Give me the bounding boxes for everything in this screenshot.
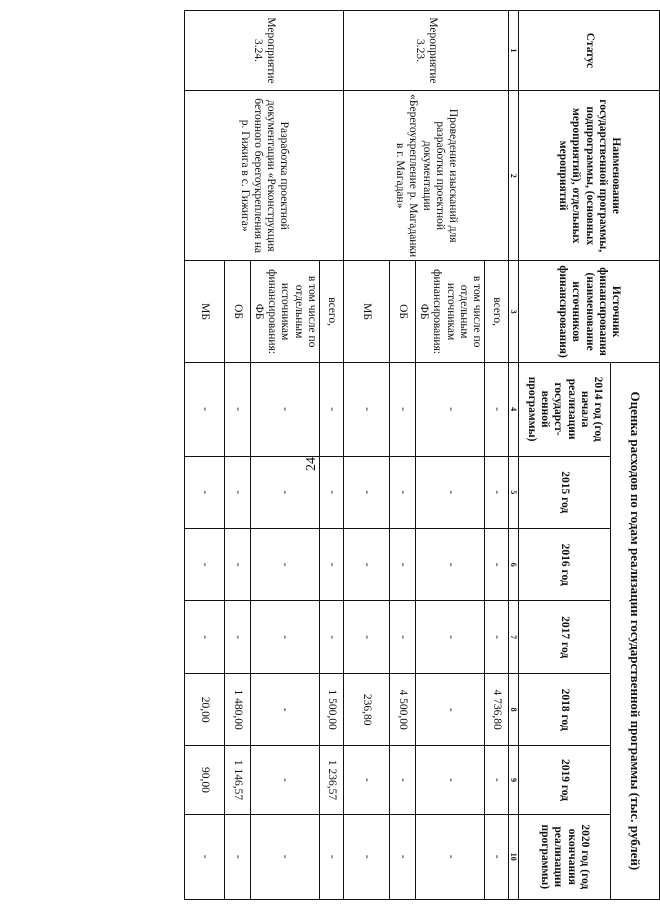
row-status: Мероприятие 3.23. [343, 11, 508, 91]
cell-value: 1 500,00 [319, 673, 343, 745]
column-number: 7 [509, 601, 519, 673]
header-year-2016: 2016 год [519, 528, 611, 600]
cell-value: - [389, 362, 415, 456]
table-row [485, 11, 509, 900]
column-number: 3 [509, 261, 519, 362]
cell-value: - [224, 456, 250, 528]
cell-value: - [250, 456, 319, 528]
cell-value: - [250, 528, 319, 600]
header-year-2019: 2019 год [519, 746, 611, 814]
cell-value: - [343, 362, 389, 456]
column-number: 2 [509, 90, 519, 261]
cell-value: - [343, 528, 389, 600]
cell-value: 4 736,80 [485, 673, 509, 745]
cell-value: - [319, 601, 343, 673]
cell-value: 1 480,00 [224, 673, 250, 745]
row-name: Разработка проектной документации «Реконструкция бетонного берегоукрепления на р. Гижига в с. Гижига» [184, 90, 343, 261]
budget-table [184, 10, 660, 900]
cell-value: - [343, 814, 389, 899]
cell-value: 90,00 [184, 746, 224, 814]
column-number: 6 [509, 528, 519, 600]
cell-value: - [389, 528, 415, 600]
cell-value: - [319, 362, 343, 456]
row-source: ОБ [389, 261, 415, 362]
row-source: всего, [319, 261, 343, 362]
column-number: 1 [509, 11, 519, 91]
header-name: Наименование государственной программы, подпрограммы, (основных мероприятий), отдельных мероприятий [519, 90, 660, 261]
header-year-2015: 2015 год [519, 456, 611, 528]
cell-value: - [415, 673, 484, 745]
cell-value: - [415, 362, 484, 456]
row-source: МБ [343, 261, 389, 362]
column-number: 10 [509, 814, 519, 899]
row-status: Мероприятие 3.24. [184, 11, 343, 91]
cell-value: - [250, 362, 319, 456]
cell-value: - [415, 814, 484, 899]
cell-value: - [343, 601, 389, 673]
cell-value: - [389, 456, 415, 528]
cell-value: 1 146,57 [224, 746, 250, 814]
table-row [319, 11, 343, 900]
row-source: ОБ [224, 261, 250, 362]
row-name: Проведение изысканий для разработки проектной документации «Берегоукрепление р. Магаданки в г. Магадан» [343, 90, 508, 261]
cell-value: - [415, 601, 484, 673]
cell-value: - [250, 673, 319, 745]
cell-value: - [415, 528, 484, 600]
row-source: всего, [485, 261, 509, 362]
column-number: 9 [509, 746, 519, 814]
cell-value: - [389, 746, 415, 814]
cell-value: - [485, 528, 509, 600]
cell-value: - [485, 362, 509, 456]
cell-value: - [485, 456, 509, 528]
cell-value: 236,80 [343, 673, 389, 745]
cell-value: - [415, 456, 484, 528]
header-year-2018: 2018 год [519, 673, 611, 745]
cell-value: - [343, 746, 389, 814]
column-number: 4 [509, 362, 519, 456]
header-year-2017: 2017 год [519, 601, 611, 673]
cell-value: - [184, 362, 224, 456]
header-source: Источник финансирования (наименование источников финансирования) [519, 261, 660, 362]
cell-value: - [224, 362, 250, 456]
column-number: 5 [509, 456, 519, 528]
cell-value: - [319, 814, 343, 899]
header-year-2020: 2020 год (год окончания реализации программы) [519, 814, 611, 899]
cell-value: - [415, 746, 484, 814]
cell-value: - [184, 814, 224, 899]
row-source: в том числе по отдельным источникам финансирования: ФБ [250, 261, 319, 362]
cell-value: - [343, 456, 389, 528]
cell-value: 20,00 [184, 673, 224, 745]
cell-value: 4 500,00 [389, 673, 415, 745]
cell-value: - [224, 601, 250, 673]
header-status: Статус [519, 11, 660, 91]
cell-value: - [389, 814, 415, 899]
cell-value: - [224, 814, 250, 899]
row-source: МБ [184, 261, 224, 362]
header-estimate-title: Оценка расходов по годам реализации государственной программы (тыс. рублей) [611, 362, 660, 899]
cell-value: - [250, 814, 319, 899]
cell-value: - [184, 456, 224, 528]
cell-value: - [224, 528, 250, 600]
cell-value: - [319, 528, 343, 600]
cell-value: - [389, 601, 415, 673]
cell-value: - [319, 456, 343, 528]
cell-value: - [184, 601, 224, 673]
column-number-row [509, 11, 519, 900]
cell-value: - [250, 746, 319, 814]
cell-value: - [485, 814, 509, 899]
cell-value: 1 236,57 [319, 746, 343, 814]
cell-value: - [485, 601, 509, 673]
header-year-2014: 2014 год (год начала реализации государст-венной программы) [519, 362, 611, 456]
cell-value: - [184, 528, 224, 600]
row-source: в том числе по отдельным источникам финансирования: ФБ [415, 261, 484, 362]
cell-value: - [485, 746, 509, 814]
column-number: 8 [509, 673, 519, 745]
page-number: 24 [304, 457, 319, 471]
budget-table-frame [130, 10, 660, 900]
cell-value: - [250, 601, 319, 673]
